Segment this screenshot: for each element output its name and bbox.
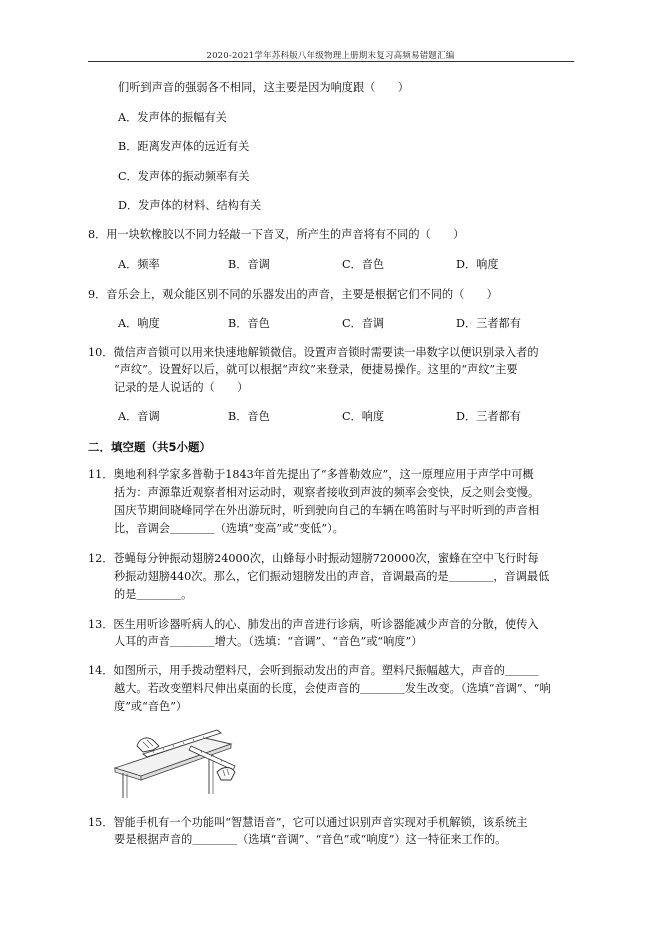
header-title: 2020-2021学年苏科版八年级物理上册期末复习高频易错题汇编: [206, 51, 455, 61]
header-divider: [88, 61, 574, 62]
ruler-desk-illustration: [113, 724, 239, 800]
q11-line-3: 国庆节期间晓峰同学在外出游玩时，听到驶向自己的车辆在鸣笛时与平时听到的声音相: [114, 504, 540, 517]
q9-option-c: C．音调: [342, 317, 385, 330]
q7-option-c: C．发声体的振动频率有关: [118, 170, 250, 183]
q10-option-a: A．音调: [118, 410, 160, 423]
q8-option-a: A．频率: [118, 258, 160, 271]
q11-line-2: 括为：声源靠近观察者相对运动时，观察者接收到声波的频率会变快，反之则会变慢。: [114, 486, 540, 499]
q9-option-a: A．响度: [118, 317, 160, 330]
q14-line-1: 14．如图所示，用手拨动塑料尺，会听到振动发出的声音。塑料尺振幅越大，声音的＿＿＿: [88, 664, 539, 677]
q15-line-1: 15．智能手机有一个功能叫“智慧语音”，它可以通过识别声音实现对手机解锁，该系统主: [88, 816, 528, 829]
q7-option-b: B．距离发声体的远近有关: [118, 140, 250, 153]
q11-line-1: 11．奥地利科学家多普勒于1843年首先提出了“多普勒效应”，这一原理应用于声学中可概: [88, 468, 534, 481]
q8-option-c: C．音色: [342, 258, 385, 271]
q8-option-b: B．音调: [228, 258, 270, 271]
q11-line-4: 比，音调会＿＿＿＿（选填“变高”或“变低”）。: [114, 522, 344, 535]
q13-line-2: 人耳的声音＿＿＿＿增大。（选填：“音调”、“音色”或“响度”）: [114, 635, 423, 648]
q8-option-d: D．响度: [456, 258, 499, 271]
q7-option-a: A．发声体的振幅有关: [118, 111, 227, 124]
q9-option-b: B．音色: [228, 317, 270, 330]
q15-line-2: 要是根据声音的＿＿＿＿（选填“音调”、“音色”或“响度”）这一特征来工作的。: [114, 833, 507, 846]
q9-option-d: D．三者都有: [456, 317, 521, 330]
q7-stem: 们听到声音的强弱各不相同，这主要是因为响度跟（ ）: [118, 81, 409, 94]
q10-option-c: C．响度: [342, 410, 385, 423]
q13-line-1: 13．医生用听诊器听病人的心、肺发出的声音进行诊病，听诊器能减少声音的分散，使传入: [88, 618, 539, 631]
q10-option-b: B．音色: [228, 410, 270, 423]
q10-line-2: “声纹”。设置好以后，就可以根据“声纹”来登录，便捷易操作。这里的“声纹”主要: [114, 363, 518, 376]
q14-line-2: 越大。若改变塑料尺伸出桌面的长度，会使声音的＿＿＿＿发生改变。（选填“音调”、“响: [114, 682, 551, 695]
q10-line-3: 记录的是人说话的（ ）: [114, 381, 249, 394]
q9-stem: 9．音乐会上，观众能区别不同的乐器发出的声音，主要是根据它们不同的（ ）: [88, 288, 498, 301]
q8-stem: 8．用一块软橡胶以不同力轻敲一下音叉，所产生的声音将有不同的（ ）: [88, 228, 465, 241]
section-heading: 二．填空题（共5小题）: [88, 440, 212, 454]
q10-line-1: 10．微信声音锁可以用来快速地解锁微信。设置声音锁时需要读一串数字以便识别录入者的: [88, 346, 539, 359]
q12-line-1: 12．苍蝇每分钟振动翅膀24000次，山蜂每小时振动翅膀720000次，蜜蜂在空中飞行时每: [88, 552, 539, 565]
q12-line-2: 秒振动翅膀440次。那么，它们振动翅膀发出的声音，音调最高的是＿＿＿＿，音调最低: [114, 570, 550, 583]
q7-option-d: D．发声体的材料、结构有关: [118, 199, 262, 212]
q12-line-3: 的是＿＿＿＿。: [114, 588, 193, 601]
q14-line-3: 度”或“音色”）: [114, 700, 188, 713]
q10-option-d: D．三者都有: [456, 410, 521, 423]
